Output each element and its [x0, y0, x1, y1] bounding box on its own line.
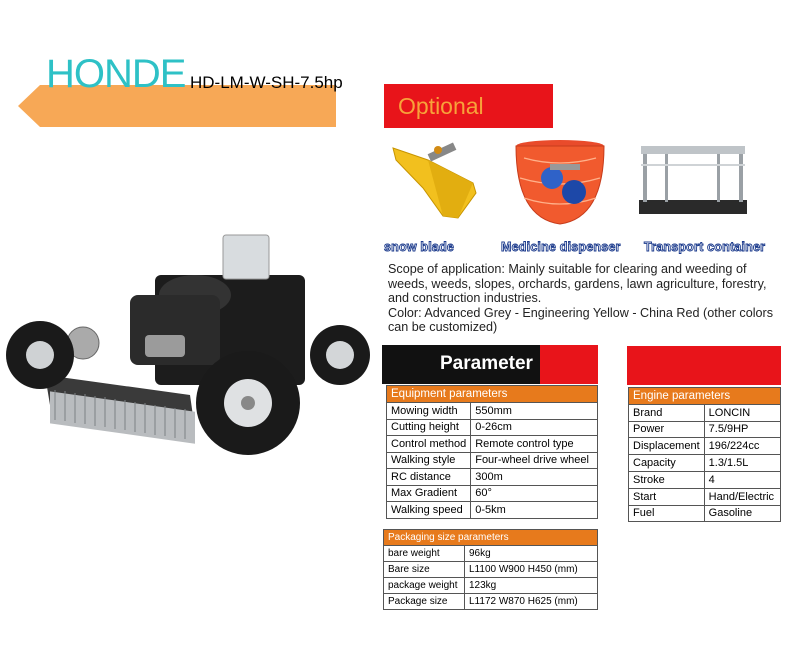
- transport-container-caption: Transport container: [644, 240, 766, 254]
- row-label: Brand: [629, 404, 705, 421]
- packaging-parameters-table: [383, 529, 598, 610]
- row-label: Control method: [387, 436, 471, 453]
- row-value: 0-26cm: [471, 419, 598, 436]
- model-number: HD-LM-W-SH-7.5hp: [190, 73, 343, 92]
- row-label: Package size: [384, 594, 465, 610]
- color-options-text: Color: Advanced Grey - Engineering Yellow - China Red (other colors can be customized): [388, 305, 774, 335]
- parameter-title: Parameter: [440, 353, 533, 374]
- row-value: Gasoline: [704, 505, 780, 522]
- row-value: 0-5km: [471, 502, 598, 519]
- table-row: [629, 404, 781, 421]
- row-value: 4: [704, 471, 780, 488]
- engine-banner: [627, 346, 781, 385]
- row-value: Four-wheel drive wheel: [471, 452, 598, 469]
- table-row: [387, 485, 598, 502]
- table-row: [387, 403, 598, 420]
- scope-description: [388, 262, 788, 335]
- row-value: L1100 W900 H450 (mm): [465, 562, 598, 578]
- row-label: bare weight: [384, 546, 465, 562]
- row-label: Start: [629, 488, 705, 505]
- table-row: [384, 578, 598, 594]
- snow-blade-caption: snow blade: [384, 240, 455, 254]
- row-value: 300m: [471, 469, 598, 486]
- row-label: Max Gradient: [387, 485, 471, 502]
- row-value: 7.5/9HP: [704, 421, 780, 438]
- row-value: 196/224cc: [704, 438, 780, 455]
- row-label: Power: [629, 421, 705, 438]
- medicine-dispenser-caption: Medicine dispenser: [501, 240, 621, 254]
- table-row: [387, 419, 598, 436]
- row-value: 60°: [471, 485, 598, 502]
- table-row: [629, 488, 781, 505]
- table-row: [629, 438, 781, 455]
- table-row: [629, 505, 781, 522]
- table-row: [387, 452, 598, 469]
- transport-container-image: [633, 138, 753, 228]
- table-row: [384, 594, 598, 610]
- table-row: [387, 436, 598, 453]
- row-label: Stroke: [629, 471, 705, 488]
- row-value: Hand/Electric: [704, 488, 780, 505]
- row-label: Walking speed: [387, 502, 471, 519]
- packaging-parameters-heading: Packaging size parameters: [384, 530, 598, 546]
- equipment-parameters-table: [386, 385, 598, 519]
- row-label: Cutting height: [387, 419, 471, 436]
- medicine-dispenser-image: [510, 138, 610, 228]
- row-value: L1172 W870 H625 (mm): [465, 594, 598, 610]
- row-value: 550mm: [471, 403, 598, 420]
- row-value: LONCIN: [704, 404, 780, 421]
- table-row: [629, 455, 781, 472]
- table-row: [387, 502, 598, 519]
- table-row: [384, 562, 598, 578]
- table-row: [629, 471, 781, 488]
- table-row: [629, 421, 781, 438]
- engine-parameters-heading: Engine parameters: [629, 388, 781, 405]
- row-value: 96kg: [465, 546, 598, 562]
- row-value: 123kg: [465, 578, 598, 594]
- row-label: Displacement: [629, 438, 705, 455]
- optional-title: Optional: [398, 93, 484, 119]
- engine-parameters-table: [628, 387, 781, 522]
- row-label: Mowing width: [387, 403, 471, 420]
- brand-logo: HONDE: [46, 52, 186, 96]
- row-label: Fuel: [629, 505, 705, 522]
- row-value: 1.3/1.5L: [704, 455, 780, 472]
- row-label: RC distance: [387, 469, 471, 486]
- table-row: [384, 546, 598, 562]
- row-label: Bare size: [384, 562, 465, 578]
- row-label: package weight: [384, 578, 465, 594]
- table-row: [387, 469, 598, 486]
- equipment-parameters-heading: Equipment parameters: [387, 386, 598, 403]
- scope-application-text: Scope of application: Mainly suitable for clearing and weeding of weeds, weeds, slopes, orchards, gardens, lawn agriculture, forestry, and construction industries.: [388, 262, 767, 306]
- snow-blade-image: [388, 138, 488, 228]
- row-label: Walking style: [387, 452, 471, 469]
- lawn-mower-image: [5, 225, 377, 485]
- row-value: Remote control type: [471, 436, 598, 453]
- row-label: Capacity: [629, 455, 705, 472]
